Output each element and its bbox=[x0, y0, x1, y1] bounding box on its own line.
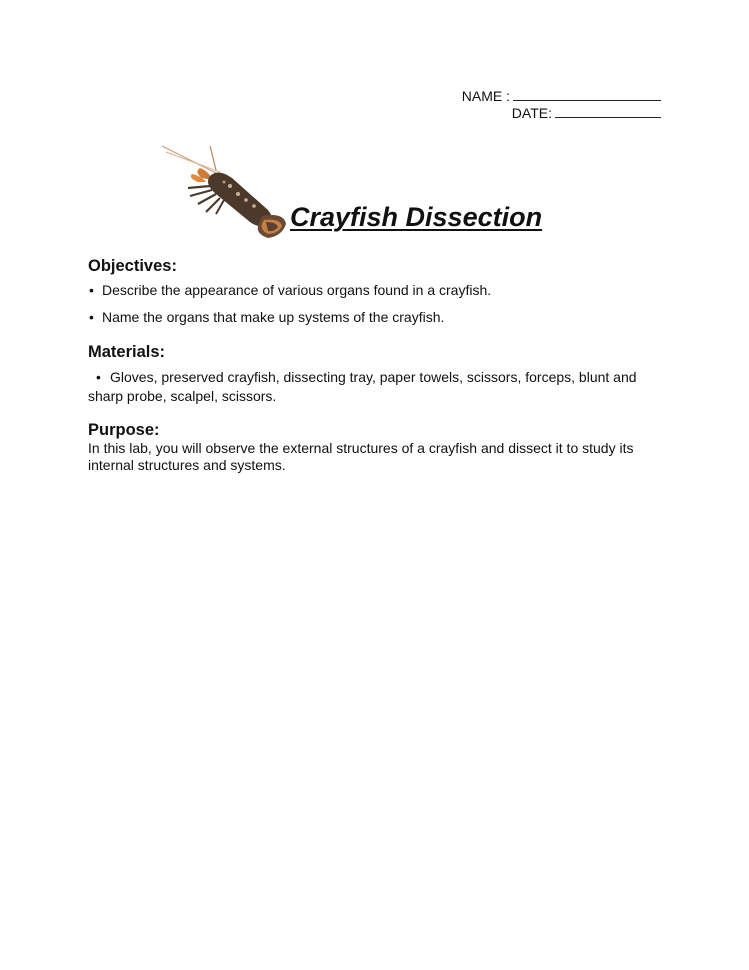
objective-item bbox=[88, 309, 668, 326]
bullet-icon: • bbox=[96, 369, 101, 385]
name-label: NAME : bbox=[461, 88, 510, 104]
page-title: Crayfish Dissection bbox=[290, 202, 543, 232]
crayfish-icon bbox=[158, 142, 290, 240]
materials-heading: Materials: bbox=[88, 343, 166, 361]
objective-item bbox=[88, 282, 668, 299]
purpose-heading: Purpose: bbox=[88, 421, 160, 439]
purpose-text: In this lab, you will observe the external structures of a crayfish and dissect it to study its internal structures and systems. bbox=[88, 440, 634, 473]
bullet-icon: • bbox=[89, 282, 94, 298]
materials-text: Gloves, preserved crayfish, dissecting tray, paper towels, scissors, forceps, blunt and sharp probe, scalpel, scissors. bbox=[88, 369, 637, 404]
objective-text: Describe the appearance of various organs found in a crayfish. bbox=[102, 282, 492, 298]
objectives-heading: Objectives: bbox=[88, 257, 177, 275]
date-label: DATE: bbox=[511, 105, 552, 121]
name-blank-line bbox=[513, 88, 661, 101]
bullet-icon: • bbox=[89, 309, 94, 325]
purpose-section bbox=[88, 420, 668, 474]
date-blank-line bbox=[555, 105, 661, 118]
name-field bbox=[462, 88, 661, 105]
objectives-section bbox=[88, 256, 668, 326]
materials-paragraph bbox=[88, 368, 668, 406]
date-field bbox=[462, 105, 661, 122]
objectives-list bbox=[88, 282, 668, 326]
objective-text: Name the organs that make up systems of the crayfish. bbox=[102, 309, 445, 325]
header-fields bbox=[462, 88, 661, 122]
materials-section bbox=[88, 342, 668, 406]
